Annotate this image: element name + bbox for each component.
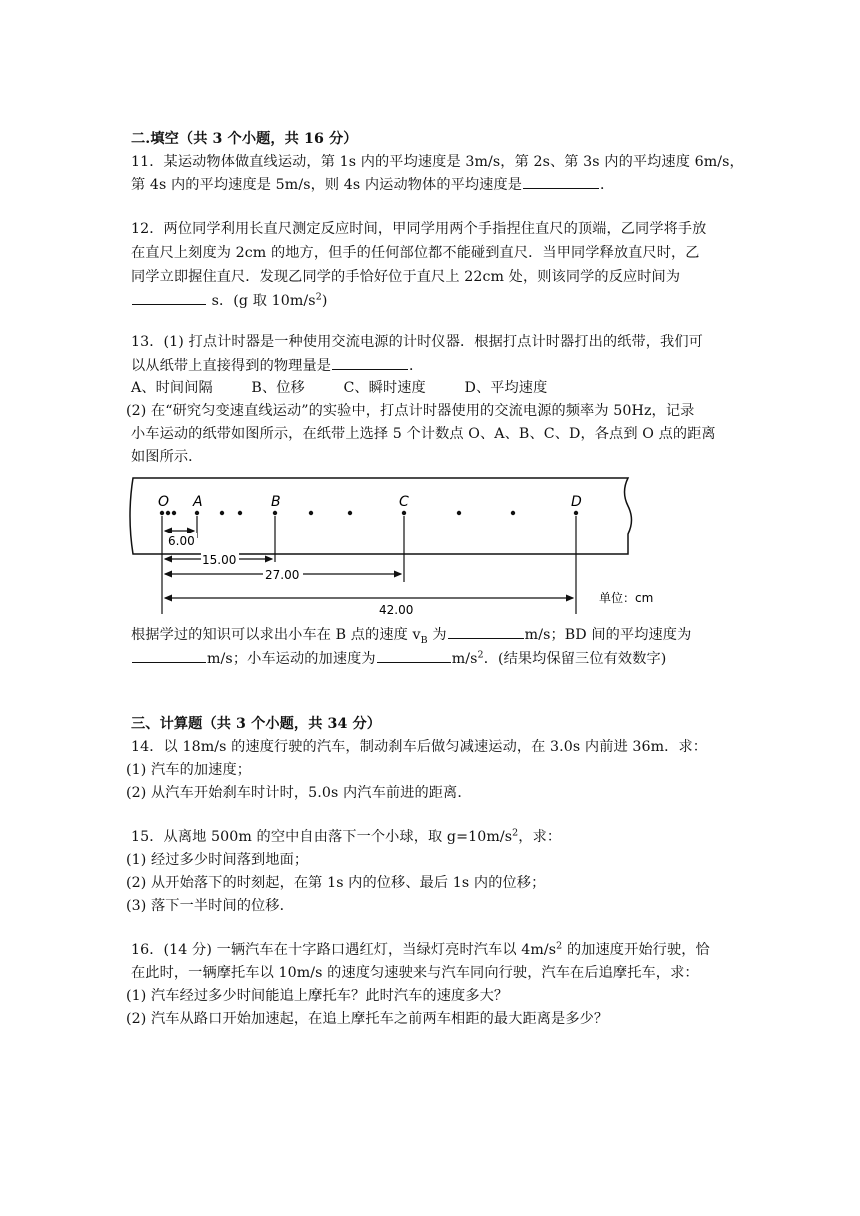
q12-line-1: 12．两位同学利用长直尺测定反应时间，甲同学用两个手指捏住直尺的顶端，乙同学将手放 <box>131 221 707 237</box>
q15-text-b: ，求： <box>518 829 562 845</box>
q16-sup: 2 <box>556 940 563 952</box>
option-b[interactable]: B、位移 <box>251 380 305 396</box>
q11-period: ． <box>600 177 615 193</box>
q13-1-answer-blank[interactable] <box>332 354 408 370</box>
q12-close: ) <box>321 293 328 309</box>
q15-line-1 <box>131 826 561 848</box>
q13-line-7 <box>131 623 691 646</box>
point-label-o: O <box>158 494 170 510</box>
q12-answer-blank[interactable] <box>132 289 206 305</box>
section-title-calc: 三、计算题（共 3 个小题，共 34 分） <box>131 716 382 732</box>
q16-line-2: 在此时，一辆摩托车以 10m/s 的速度匀速驶来与汽车同向行驶，汽车在后追摩托车，求： <box>131 965 699 981</box>
q13-2-text-c: m/s；BD 间的平均速度为 <box>524 627 692 643</box>
q14-line-1: 14．以 18m/s 的速度行驶的汽车，制动刹车后做匀减速运动，在 3.0s 内前进 36m．求： <box>131 739 708 755</box>
accel-answer-blank[interactable] <box>377 647 451 663</box>
q11-text: 第 4s 内的平均速度是 5m/s，则 4s 内运动物体的平均速度是 <box>131 177 523 193</box>
q13-line-1: 13．(1) 打点计时器是一种使用交流电源的计时仪器．根据打点计时器打出的纸带，我们可 <box>131 334 703 350</box>
option-c[interactable]: C、瞬时速度 <box>343 380 426 396</box>
point-label-c: C <box>399 494 409 510</box>
q12-line-2: 在直尺上刻度为 2cm 的地方，但手的任何部位都不能碰到直尺．当甲同学释放直尺时，乙 <box>131 245 700 261</box>
q15-sup: 2 <box>512 827 519 839</box>
point-label-a: A <box>193 494 203 510</box>
tape-dots <box>160 511 578 515</box>
dim-label-oc: 27.00 <box>265 568 300 582</box>
q13-2-text-e: m/s <box>451 651 478 667</box>
q12-line-4 <box>131 289 327 312</box>
q13-line-8 <box>131 647 666 670</box>
q13-options <box>131 377 547 399</box>
q12-line-3: 同学立即握住直尺．发现乙同学的手恰好位于直尺上 22cm 处，则该同学的反应时间为 <box>131 269 681 285</box>
q16-text-a: 16．(14 分) 一辆汽车在十字路口遇红灯，当绿灯亮时汽车以 4m/s <box>131 942 557 958</box>
q15-line-2: (1) 经过多少时间落到地面； <box>126 852 309 868</box>
section-title-fill: 二.填空（共 3 个小题，共 16 分） <box>131 131 358 147</box>
q13-line-4: (2) 在“研究匀变速直线运动”的实验中，打点计时器使用的交流电源的频率为 50Hz，记录 <box>126 403 695 419</box>
option-d[interactable]: D、平均速度 <box>464 380 548 396</box>
bd-avg-answer-blank[interactable] <box>132 647 206 663</box>
q13-2-sub: B <box>420 634 428 646</box>
q15-line-3: (2) 从开始落下的时刻起，在第 1s 内的位移、最后 1s 内的位移； <box>126 875 546 891</box>
q13-2-text-d: m/s；小车运动的加速度为 <box>207 651 376 667</box>
tape-outline <box>130 478 632 554</box>
q14-line-2: (1) 汽车的加速度； <box>126 762 252 778</box>
q16-text-b: 的加速度开始行驶，恰 <box>562 942 710 958</box>
dim-label-ob: 15.00 <box>202 553 237 567</box>
vb-answer-blank[interactable] <box>448 623 524 639</box>
q14-line-3: (2) 从汽车开始刹车时计时，5.0s 内汽车前进的距离． <box>126 785 472 801</box>
q13-line-5: 小车运动的纸带如图所示，在纸带上选择 5 个计数点 O、A、B、C、D，各点到 O 点的距离 <box>131 426 716 442</box>
q13-period: ． <box>409 358 424 374</box>
point-label-d: D <box>571 494 582 510</box>
option-a[interactable]: A、时间间隔 <box>131 380 213 396</box>
q13-2-text-a: 根据学过的知识可以求出小车在 B 点的速度 v <box>131 627 421 643</box>
q11-line-1: 11．某运动物体做直线运动，第 1s 内的平均速度是 3m/s，第 2s、第 3s 内的平均速度 6m/s， <box>131 154 744 170</box>
q13-2-text-b: 为 <box>427 627 447 643</box>
dim-label-oa: 6.00 <box>168 534 195 548</box>
q16-line-4: (2) 汽车从路口开始加速起，在追上摩托车之前两车相距的最大距离是多少？ <box>126 1011 609 1027</box>
paper-tape-figure <box>125 476 654 618</box>
q13-line-6: 如图所示． <box>131 449 203 465</box>
unit-label: 单位：cm <box>599 591 654 605</box>
q11-answer-blank[interactable] <box>523 173 599 189</box>
q13-2-sup: 2 <box>477 649 484 661</box>
q13-text: 以从纸带上直接得到的物理量是 <box>131 358 332 374</box>
q13-line-2 <box>131 354 423 377</box>
q12-text: s．(g 取 10m/s <box>211 293 316 309</box>
q15-text-a: 15．从离地 500m 的空中自由落下一个小球，取 g=10m/s <box>131 829 513 845</box>
q16-line-1 <box>131 939 710 961</box>
q13-2-text-f: ．(结果均保留三位有效数字) <box>483 651 667 667</box>
q11-line-2 <box>131 173 614 196</box>
point-label-b: B <box>271 494 281 510</box>
q16-line-3: (1) 汽车经过多少时间能追上摩托车？此时汽车的速度多大？ <box>126 988 509 1004</box>
q12-sup: 2 <box>315 291 322 303</box>
dim-label-od: 42.00 <box>379 603 414 617</box>
q15-line-4: (3) 落下一半时间的位移． <box>126 898 294 914</box>
